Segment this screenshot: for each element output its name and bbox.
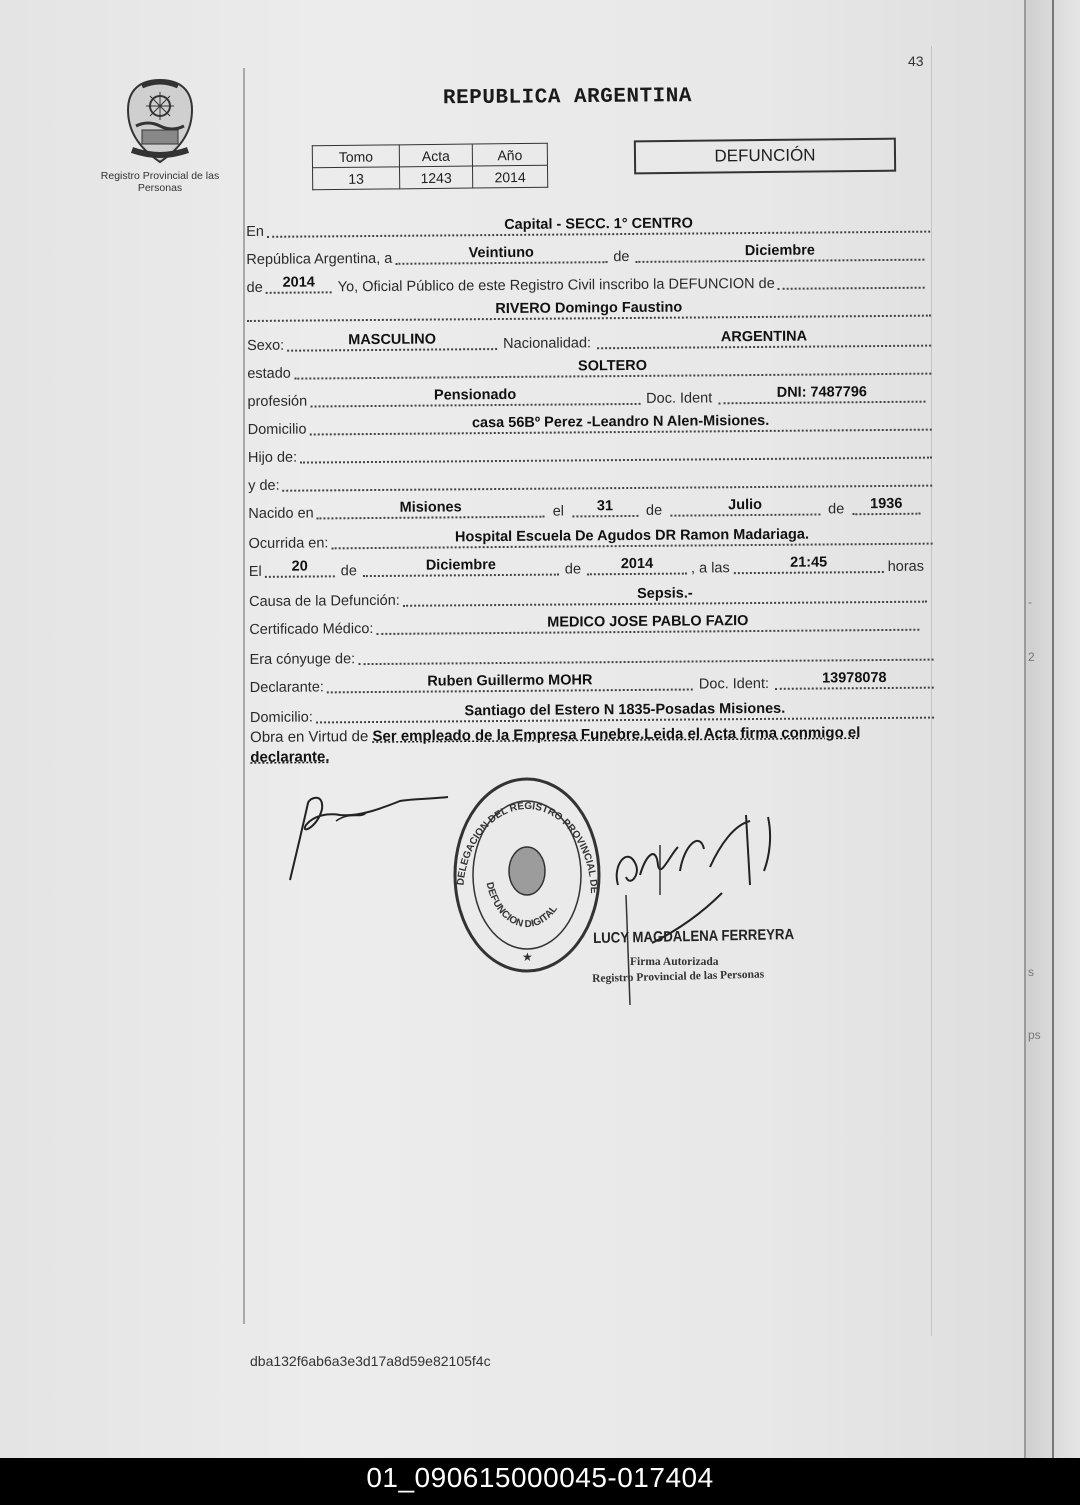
declarant-signature <box>290 797 448 880</box>
register-header-row <box>312 143 547 167</box>
causa-label: Causa de la Defunción: <box>249 592 400 610</box>
hijo-field <box>300 439 932 464</box>
month-field: Diciembre <box>635 241 924 263</box>
nacido-label: Nacido en <box>248 505 314 522</box>
stamp-outer-text: DELEGACION DEL REGISTRO PROVINCIAL DE <box>455 800 600 894</box>
register-table <box>312 143 548 190</box>
anio-value: 2014 <box>472 165 547 188</box>
el-label: el <box>552 503 565 520</box>
bleed-mark: ps <box>1028 1028 1041 1042</box>
digital-death-stamp <box>455 779 599 971</box>
declarante-doc-label: Doc. Ident: <box>698 675 770 693</box>
page-edge <box>1052 0 1054 1458</box>
domicilio-field: casa 56Bº Perez -Leandro N Alen-Misiones. <box>309 411 931 436</box>
registry-caption: Registro Provincial de las Personas <box>100 170 220 194</box>
domicilio-label: Domicilio <box>247 421 307 438</box>
alas-label: , a las <box>690 560 730 577</box>
official-office: Registro Provincial de las Personas <box>592 968 765 985</box>
de-label: de <box>246 279 263 296</box>
bleed-mark: - <box>1028 595 1032 609</box>
de-label: de <box>564 561 582 578</box>
estado-field: SOLTERO <box>294 355 932 380</box>
register-value-row <box>313 165 548 189</box>
nacido-lugar-field: Misiones <box>317 498 545 520</box>
profesion-label: profesión <box>247 393 308 410</box>
ocurrida-label: Ocurrida en: <box>248 535 329 552</box>
yde-field <box>282 467 932 492</box>
certificado-field: MEDICO JOSE PABLO FAZIO <box>376 611 919 635</box>
deceased-name-field: RIVERO Domingo Faustino <box>247 297 931 322</box>
acta-value: 1243 <box>400 166 473 189</box>
official-signature <box>617 815 770 943</box>
document-hash: dba132f6ab6a3e3d17a8d59e82105f4c <box>250 1353 491 1369</box>
tomo-value: 13 <box>313 167 400 190</box>
declarante-dom-field: Santiago del Estero N 1835-Posadas Misiones. <box>316 699 934 724</box>
def-mes-field: Diciembre <box>363 556 559 578</box>
en-label: En <box>246 223 264 240</box>
document-title: REPUBLICA ARGENTINA <box>442 85 693 111</box>
official-name: LUCY MAGDALENA FERREYRA <box>593 926 795 947</box>
nacido-anio-field: 1936 <box>852 495 920 516</box>
de-label: de <box>828 501 845 518</box>
obra-label: Obra en Virtud de <box>250 728 369 746</box>
de-label: de <box>340 563 357 580</box>
oficial-blank <box>778 269 925 290</box>
nacionalidad-field: ARGENTINA <box>597 327 931 350</box>
bleed-mark: 2 <box>1028 650 1035 664</box>
nacido-dia-field: 31 <box>572 497 638 518</box>
tomo-header: Tomo <box>312 145 399 168</box>
year-field: 2014 <box>266 273 332 294</box>
def-dia-field: 20 <box>265 557 335 578</box>
record-type-box: DEFUNCIÓN <box>634 138 896 175</box>
page-number: 43 <box>908 53 924 69</box>
causa-field: Sepsis.- <box>403 583 927 607</box>
anio-header: Año <box>472 143 547 166</box>
hijo-label: Hijo de: <box>247 449 298 466</box>
footer-code: 01_090615000045-017404 <box>366 1462 714 1493</box>
de-label: de <box>645 502 663 519</box>
right-margin-rule <box>931 46 932 1336</box>
nacionalidad-label: Nacionalidad: <box>503 335 592 352</box>
obra-paragraph <box>250 723 934 768</box>
place-field: Capital - SECC. 1° CENTRO <box>267 213 930 238</box>
bleed-mark: s <box>1028 965 1034 979</box>
svg-text:★: ★ <box>522 950 533 964</box>
sexo-field: MASCULINO <box>287 330 497 352</box>
declarante-field: Ruben Guillermo MOHR <box>327 671 693 694</box>
def-anio-field: 2014 <box>587 555 687 576</box>
declarante-doc-field: 13978078 <box>775 669 934 690</box>
profesion-field: Pensionado <box>310 385 640 408</box>
oficial-text: Yo, Oficial Público de este Registro Civil inscribo la DEFUNCION de <box>337 275 775 296</box>
estado-label: estado <box>247 365 291 382</box>
ocurrida-field: Hospital Escuela De Agudos DR Ramon Madariaga. <box>331 525 932 550</box>
declarante-label: Declarante: <box>249 679 324 696</box>
republica-label: República Argentina, a <box>246 250 393 268</box>
nacido-mes-field: Julio <box>670 496 820 517</box>
conyuge-field <box>358 641 934 666</box>
obra-text: Ser empleado de la Empresa Funebre.Leida el Acta firma conmigo el declarante. <box>250 724 861 766</box>
doc-ident-label: Doc. Ident <box>646 390 713 407</box>
page-edge <box>1024 0 1026 1458</box>
yde-label: y de: <box>248 477 280 494</box>
certificado-label: Certificado Médico: <box>249 621 374 638</box>
def-hora-field: 21:45 <box>734 553 884 574</box>
declarante-dom-label: Domicilio: <box>249 709 313 726</box>
el-label: El <box>248 563 262 580</box>
horas-label: horas <box>887 558 925 575</box>
day-field: Veintiuno <box>395 243 607 265</box>
conyuge-label: Era cónyuge de: <box>249 651 356 668</box>
doc-ident-field: DNI: 7487796 <box>718 383 925 405</box>
provincial-seal-icon <box>120 76 200 168</box>
registry-logo <box>100 76 220 194</box>
acta-header: Acta <box>399 144 472 167</box>
left-margin-rule <box>243 68 245 1324</box>
official-role: Firma Autorizada <box>630 956 719 968</box>
stamp-inner-text: DEFUNCION DIGITAL <box>483 881 560 931</box>
de-label: de <box>613 248 630 266</box>
sexo-label: Sexo: <box>247 337 285 354</box>
